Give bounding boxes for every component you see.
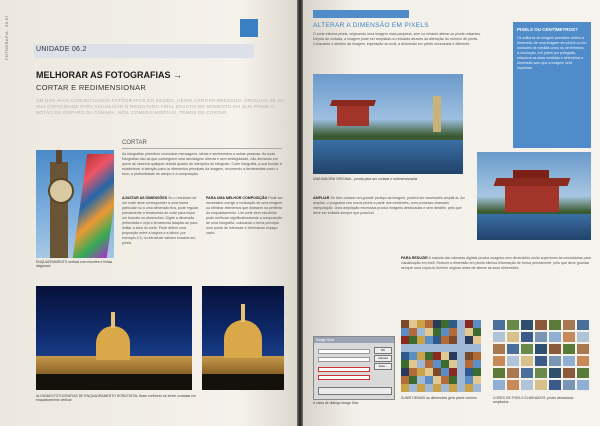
pixel-block — [449, 360, 457, 368]
pixel-block — [441, 344, 449, 352]
color-swatch — [549, 380, 561, 390]
pixel-block — [441, 376, 449, 384]
page-title: MELHORAR AS FOTOGRAFIAS → — [36, 70, 182, 80]
pixel-block — [457, 328, 465, 336]
reduce-heading: PARA REDUZIR — [401, 256, 428, 260]
pixel-block — [441, 360, 449, 368]
pixel-block — [417, 368, 425, 376]
pixel-block — [449, 376, 457, 384]
pixel-block — [457, 344, 465, 352]
pixel-block — [417, 336, 425, 344]
pixel-block — [465, 368, 473, 376]
dialog-cancel-button[interactable]: Cancel — [374, 355, 392, 362]
pixel-block — [441, 368, 449, 376]
color-swatch-grid — [493, 320, 591, 392]
color-swatch — [577, 332, 589, 342]
color-swatch — [535, 344, 547, 354]
pixel-block — [417, 320, 425, 328]
dialog-title: Image Size — [314, 337, 394, 343]
pixel-block — [401, 336, 409, 344]
caption-invalides: ALGUMAS FOTOGRAFIAS DE ENQUADRAMENTO HORIZONTAL ficam melhores se forem cortadas em enquadramento vertical — [36, 394, 196, 403]
color-swatch — [535, 332, 547, 342]
color-swatch — [577, 344, 589, 354]
pixel-block — [457, 376, 465, 384]
color-swatch — [563, 344, 575, 354]
pixel-block — [457, 360, 465, 368]
pixel-block — [449, 368, 457, 376]
color-swatch — [507, 332, 519, 342]
pixel-block — [417, 328, 425, 336]
color-swatch — [563, 380, 575, 390]
pixel-block — [465, 320, 473, 328]
pixel-block — [457, 320, 465, 328]
pixel-block — [433, 320, 441, 328]
pixel-block — [449, 328, 457, 336]
pixel-block — [449, 384, 457, 392]
sidebar-title: PIXELS OU CENTÍMETROS? — [517, 27, 578, 32]
pixel-block — [473, 344, 481, 352]
pixel-block — [433, 384, 441, 392]
color-swatch — [535, 356, 547, 366]
pixel-block — [465, 336, 473, 344]
col2-heading: PARA UMA MELHOR COMPOSIÇÃO — [206, 196, 268, 200]
col1-text: Se o resultado de um corte deve corresponder a uma forma particular ou a uma dimensão fixa, pode regular previamente a ferramenta de corte para impor um formato ou dimensões. Digite a dimensão pretendida e veja a ferramenta adaptar-se para limitar a área do corte. Pode definir uma proporção entre a largura e a altura, por exemplo 4:3, ou introduzir valores exactos em pixels. — [122, 196, 199, 245]
caption-bigben: ENQUADRAMENTO vertical com recortes e linhas diagonais — [36, 260, 113, 269]
color-swatch — [507, 320, 519, 330]
dialog-doc-height-field[interactable] — [318, 375, 370, 380]
caption-swatches: CORES DE PIXELS ELIMINADOS: pixels demasiado ampliados — [493, 396, 574, 405]
col1-heading: AJUSTAR AS DIMENSÕES — [122, 196, 168, 200]
color-swatch — [493, 368, 505, 378]
dialog-doc-width-field[interactable] — [318, 367, 370, 372]
pagoda-cropped-photo — [477, 152, 591, 240]
col2-text: Pode ser necessário corrigir a inclinação de uma imagem ou eliminar elementos que distraem na periferia do enquadramento. Um corte bem escolhido pode melhorar significativamente a composição de uma fotografia, colocando o tema principal num ponto de interesse e eliminando espaço vazio. — [206, 196, 283, 235]
color-swatch — [563, 368, 575, 378]
pixel-block — [465, 360, 473, 368]
pixel-block — [473, 352, 481, 360]
section-rule — [122, 148, 282, 149]
pixel-block — [433, 328, 441, 336]
pixel-block — [473, 328, 481, 336]
pixel-block — [425, 352, 433, 360]
pixel-block — [441, 320, 449, 328]
pixel-block — [433, 352, 441, 360]
color-swatch — [535, 320, 547, 330]
pixel-block — [409, 376, 417, 384]
color-swatch — [521, 368, 533, 378]
enlarge-block — [313, 196, 469, 216]
pixel-block — [433, 336, 441, 344]
caption-pagoda: UMA IMAGEM ORIGINAL, pronta para ser cortada e redimensionada — [313, 177, 418, 181]
intro-text: As fotografias permitem comunicar mensagens, ideias e sentimentos a outras pessoas. As boas fotografias são as que conseguem uma abordagem directa e sem ambiguidade, não deixando em quem as observa qualquer dúvida quanto às intenções do fotógrafo. Corte fotografia, a sua função é estabelecer a atenção para os elementos principais da imagem, recorrendo a ferramentas como o foco, a profundidade de campo e a composição. — [122, 152, 282, 176]
pixel-block — [401, 320, 409, 328]
pixel-block — [441, 384, 449, 392]
pixel-block — [417, 352, 425, 360]
color-swatch — [507, 380, 519, 390]
pixel-block — [465, 376, 473, 384]
pixel-block — [401, 352, 409, 360]
left-folio: FOTOGRAFIA · 66-67 — [4, 15, 9, 60]
pixel-block — [417, 360, 425, 368]
pixel-block — [417, 344, 425, 352]
color-swatch — [549, 332, 561, 342]
color-swatch — [521, 320, 533, 330]
pixel-block — [433, 344, 441, 352]
pixel-block — [433, 376, 441, 384]
dialog-width-field[interactable] — [318, 349, 370, 354]
pixel-block — [401, 368, 409, 376]
pixel-block — [401, 360, 409, 368]
sidebar-text: Os editores de imagem permitem definir a dimensão de uma imagem em pixels ou em unidades de medida como os centímetros. A resolução, em pixels por polegada, relaciona as duas medidas e determina a dimensão com que a imagem será impressa. — [517, 36, 587, 70]
pixel-block — [457, 336, 465, 344]
color-swatch — [563, 332, 575, 342]
pixel-block — [417, 384, 425, 392]
dialog-height-field[interactable] — [318, 357, 370, 362]
pixel-block — [449, 344, 457, 352]
pixel-block — [425, 344, 433, 352]
pixel-block — [441, 336, 449, 344]
pixel-block — [457, 352, 465, 360]
pixel-block — [425, 368, 433, 376]
color-swatch — [493, 380, 505, 390]
header-bar — [313, 10, 409, 18]
color-swatch — [577, 368, 589, 378]
pixel-block — [409, 368, 417, 376]
pixel-block — [449, 320, 457, 328]
pixel-block — [465, 328, 473, 336]
caption-pixelated: SUBIR DEMAIS as dimensões gera pixels visíveis — [401, 396, 477, 400]
enlarge-heading: AMPLIAR — [313, 196, 330, 200]
invalides-vertical-photo — [202, 286, 284, 390]
color-swatch — [577, 356, 589, 366]
pixel-block — [409, 384, 417, 392]
pixel-block — [409, 360, 417, 368]
pixel-block — [409, 328, 417, 336]
color-swatch — [549, 344, 561, 354]
color-swatch — [493, 356, 505, 366]
right-section-heading: ALTERAR A DIMENSÃO EM PIXELS — [313, 22, 429, 29]
pixel-block — [449, 352, 457, 360]
color-swatch — [521, 332, 533, 342]
color-swatch — [535, 368, 547, 378]
dialog-caption: A caixa de diálogo Image Size — [313, 401, 359, 405]
pixel-block — [465, 352, 473, 360]
pixel-block — [417, 376, 425, 384]
pixel-block — [425, 320, 433, 328]
pixel-block — [473, 376, 481, 384]
pixel-block — [473, 384, 481, 392]
color-swatch — [493, 320, 505, 330]
color-swatch — [549, 320, 561, 330]
pixel-block — [473, 360, 481, 368]
pixel-block — [401, 384, 409, 392]
dialog-resample-select[interactable] — [318, 387, 392, 395]
pagoda-original-photo — [313, 74, 463, 174]
pixel-block — [401, 376, 409, 384]
color-swatch — [577, 380, 589, 390]
col2 — [206, 196, 284, 236]
color-swatch — [563, 356, 575, 366]
page-subtitle: CORTAR E REDIMENSIONAR — [36, 83, 147, 92]
pixel-block — [433, 360, 441, 368]
enlarge-text: Se tiver cortado um grande pedaço da imagem, poderá ser necessário ampliá-la. Ao ampliar, o programa cria novos pixels a partir dos existentes, num processo chamado interpolação. Uma ampliação excessiva produz imagens desfocadas e sem detalhe, pelo que deve ser evitada sempre que possível. — [313, 196, 465, 215]
pixel-block — [457, 368, 465, 376]
pixel-block — [425, 376, 433, 384]
pixel-block — [425, 384, 433, 392]
pixel-block — [409, 352, 417, 360]
pixel-block — [409, 344, 417, 352]
pixel-block — [465, 384, 473, 392]
pixel-block — [441, 352, 449, 360]
left-page — [0, 0, 299, 426]
pull-quote: UM DOS MAIS CONCEITUADOS FOTÓGRAFOS DO MUNDO, HENRI CARTIER-BRESSON, ORGULHA-SE DA SUA CAPACIDADE PARA VISUALIZAR O RESULTADO FINAL EXACTO NO MOMENTO EM QUE PRIME O BOTÃO DE DISPARO DA CÂMARA. NÓS, COMUNS MORTAIS, TEMOS DE CORTAR. — [36, 98, 285, 116]
pixel-block — [425, 336, 433, 344]
invalides-wide-photo — [36, 286, 192, 390]
color-swatch — [549, 368, 561, 378]
section-heading-cortar: CORTAR — [122, 140, 147, 146]
color-swatch — [521, 356, 533, 366]
dialog-ok-button[interactable]: OK — [374, 347, 392, 354]
color-swatch — [507, 368, 519, 378]
color-swatch — [535, 380, 547, 390]
reduce-text: A maioria das câmaras digitais produz imagens com dimensões muito superiores às necessárias para visualização em ecrã. Reduzir a dimensão em pixels elimina informação de forma permanente, pelo que deve guardar sempre uma cópia do ficheiro original antes de alterar as suas dimensões. — [401, 256, 591, 270]
pixel-block — [441, 328, 449, 336]
right-page — [301, 0, 600, 426]
pixelated-photo — [401, 320, 481, 392]
color-swatch — [549, 356, 561, 366]
color-swatch — [493, 332, 505, 342]
dialog-auto-button[interactable]: Auto... — [374, 363, 392, 370]
image-size-dialog — [313, 336, 395, 400]
color-swatch — [521, 380, 533, 390]
pixel-block — [409, 336, 417, 344]
color-swatch — [521, 344, 533, 354]
color-swatch — [563, 320, 575, 330]
pixel-block — [401, 344, 409, 352]
pixel-block — [425, 328, 433, 336]
pixel-block — [409, 320, 417, 328]
pixel-block — [401, 328, 409, 336]
pixel-block — [473, 368, 481, 376]
pixel-block — [433, 368, 441, 376]
bigben-photo — [36, 150, 114, 258]
pixel-block — [449, 336, 457, 344]
color-swatch — [507, 344, 519, 354]
color-swatch — [507, 356, 519, 366]
spine-gutter — [297, 0, 303, 426]
unit-square — [240, 19, 258, 37]
color-swatch — [577, 320, 589, 330]
pixel-block — [425, 360, 433, 368]
pixel-block — [473, 320, 481, 328]
pixel-block — [457, 384, 465, 392]
right-intro-text: O corte elimina pixels, originando uma imagem mais pequena, sem no entanto alterar os pixels restantes. Depois de cortada, a imagem pode ser ampliada ou reduzida através da alteração do número de pixels. Consoante o destino da imagem, impressão ou ecrã, a dimensão em pixels necessária é diferente. — [313, 32, 482, 46]
pixel-block — [473, 336, 481, 344]
pixel-block — [465, 344, 473, 352]
reduce-block — [401, 256, 591, 271]
color-swatch — [493, 344, 505, 354]
unit-label: UNIDADE 06.2 — [36, 46, 87, 53]
col1 — [122, 196, 200, 246]
